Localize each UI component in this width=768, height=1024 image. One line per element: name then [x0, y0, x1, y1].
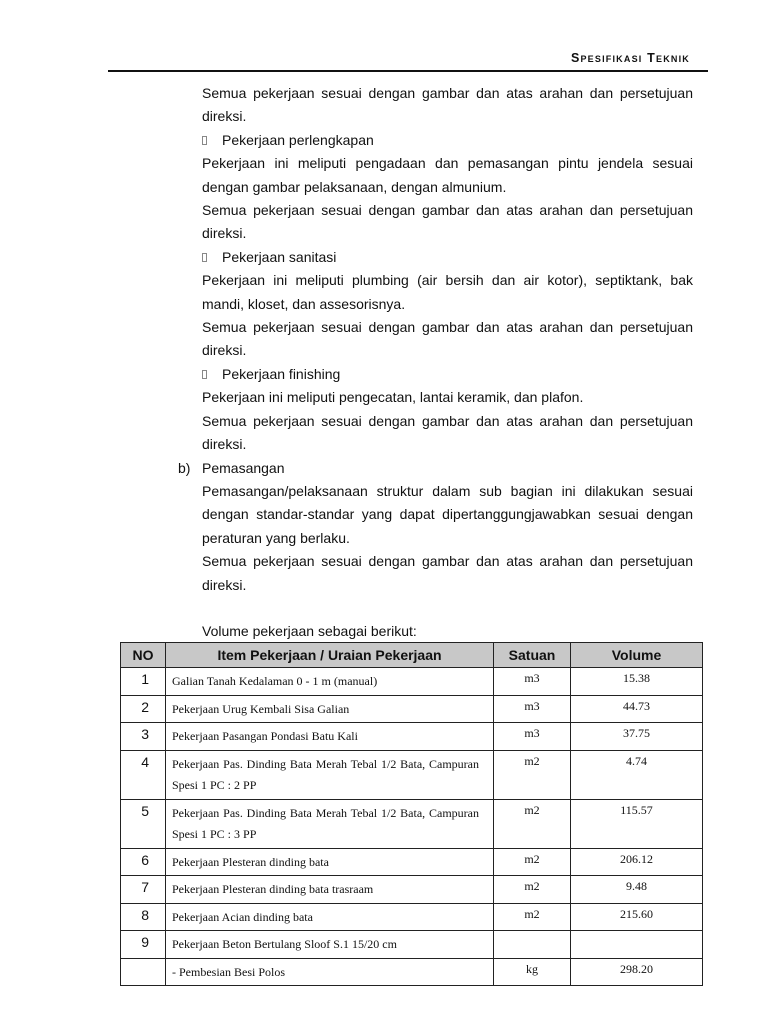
document-body: [178, 82, 693, 644]
column-header-no: NO: [121, 643, 166, 668]
bullet-square-icon: [202, 136, 207, 145]
cell-unit: m2: [494, 799, 571, 848]
subsection-title: Pemasangan: [202, 459, 285, 476]
cell-unit: m2: [494, 876, 571, 904]
column-header-unit: Satuan: [494, 643, 571, 668]
column-header-volume: Volume: [571, 643, 703, 668]
cell-item: Pekerjaan Plesteran dinding bata trasraam: [166, 876, 494, 904]
cell-unit: m3: [494, 668, 571, 696]
header-divider: [108, 70, 708, 72]
paragraph: Semua pekerjaan sesuai dengan gambar dan atas arahan dan persetujuan direksi.: [202, 202, 693, 242]
paragraph: Pekerjaan ini meliputi pengecatan, lantai keramik, dan plafon.: [202, 389, 584, 406]
cell-unit: kg: [494, 958, 571, 986]
cell-volume: 15.38: [571, 668, 703, 696]
table-header-row: [121, 643, 703, 668]
cell-no: 8: [121, 903, 166, 931]
cell-unit: m2: [494, 750, 571, 799]
cell-volume: 44.73: [571, 695, 703, 723]
cell-volume: 215.60: [571, 903, 703, 931]
cell-no: 5: [121, 799, 166, 848]
paragraph: Semua pekerjaan sesuai dengan gambar dan atas arahan dan persetujuan direksi.: [202, 553, 693, 593]
bullet-label: Pekerjaan sanitasi: [222, 248, 337, 265]
table-row: [121, 876, 703, 904]
cell-item: - Pembesian Besi Polos: [166, 958, 494, 986]
bullet-item: [202, 246, 693, 269]
cell-no: [121, 958, 166, 986]
paragraph: Pekerjaan ini meliputi pengadaan dan pemasangan pintu jendela sesuai dengan gambar pelaksanaan, dengan almunium.: [202, 155, 693, 195]
cell-item: Pekerjaan Plesteran dinding bata: [166, 848, 494, 876]
subsection-marker: b): [178, 459, 191, 476]
bullet-square-icon: [202, 253, 207, 262]
bullet-item: [202, 363, 693, 386]
cell-no: 6: [121, 848, 166, 876]
volume-caption: Volume pekerjaan sebagai berikut:: [202, 623, 417, 640]
page-header-title: Spesifikasi Teknik: [570, 51, 690, 65]
table-row: [121, 848, 703, 876]
paragraph: Semua pekerjaan sesuai dengan gambar dan atas arahan dan persetujuan direksi.: [202, 412, 693, 453]
cell-no: 9: [121, 931, 166, 959]
cell-volume: 4.74: [571, 750, 703, 799]
cell-volume: 298.20: [571, 958, 703, 986]
table-row: [121, 931, 703, 959]
cell-item: Pekerjaan Beton Bertulang Sloof S.1 15/20 cm: [166, 931, 494, 959]
cell-volume: 37.75: [571, 723, 703, 751]
paragraph: Pemasangan/pelaksanaan struktur dalam sub bagian ini dilakukan sesuai dengan standar-standar yang dapat dipertanggungjawabkan sesuai dengan peraturan yang berlaku.: [202, 482, 693, 546]
cell-volume: [571, 931, 703, 959]
bullet-label: Pekerjaan finishing: [222, 365, 341, 382]
table-row: [121, 903, 703, 931]
cell-unit: [494, 931, 571, 959]
table-row: [121, 695, 703, 723]
cell-item: Pekerjaan Urug Kembali Sisa Galian: [166, 695, 494, 723]
bullet-label: Pekerjaan perlengkapan: [222, 131, 374, 148]
cell-item: Pekerjaan Pasangan Pondasi Batu Kali: [166, 723, 494, 751]
bullet-square-icon: [202, 370, 207, 379]
cell-no: 7: [121, 876, 166, 904]
volume-table: [120, 642, 703, 986]
paragraph: Semua pekerjaan sesuai dengan gambar dan atas arahan dan persetujuan direksi.: [202, 85, 693, 125]
cell-item: Pekerjaan Pas. Dinding Bata Merah Tebal 1/2 Bata, Campuran Spesi 1 PC : 3 PP: [166, 799, 494, 848]
cell-item: Pekerjaan Pas. Dinding Bata Merah Tebal 1/2 Bata, Campuran Spesi 1 PC : 2 PP: [166, 750, 494, 799]
table-row: [121, 958, 703, 986]
paragraph: Semua pekerjaan sesuai dengan gambar dan atas arahan dan persetujuan direksi.: [202, 319, 693, 359]
cell-volume: 9.48: [571, 876, 703, 904]
subsection-heading: [178, 457, 693, 480]
cell-item: Pekerjaan Acian dinding bata: [166, 903, 494, 931]
table-row: [121, 723, 703, 751]
cell-volume: 206.12: [571, 848, 703, 876]
cell-unit: m2: [494, 848, 571, 876]
cell-unit: m2: [494, 903, 571, 931]
cell-item: Galian Tanah Kedalaman 0 - 1 m (manual): [166, 668, 494, 696]
paragraph: Pekerjaan ini meliputi plumbing (air bersih dan air kotor), septiktank, bak mandi, kloset, dan assesorisnya.: [202, 272, 693, 312]
cell-unit: m3: [494, 695, 571, 723]
cell-volume: 115.57: [571, 799, 703, 848]
bullet-item: [202, 129, 693, 152]
table-row: [121, 799, 703, 848]
cell-no: 1: [121, 668, 166, 696]
cell-unit: m3: [494, 723, 571, 751]
table-row: [121, 668, 703, 696]
cell-no: 2: [121, 695, 166, 723]
column-header-item: Item Pekerjaan / Uraian Pekerjaan: [166, 643, 494, 668]
cell-no: 4: [121, 750, 166, 799]
cell-no: 3: [121, 723, 166, 751]
table-row: [121, 750, 703, 799]
